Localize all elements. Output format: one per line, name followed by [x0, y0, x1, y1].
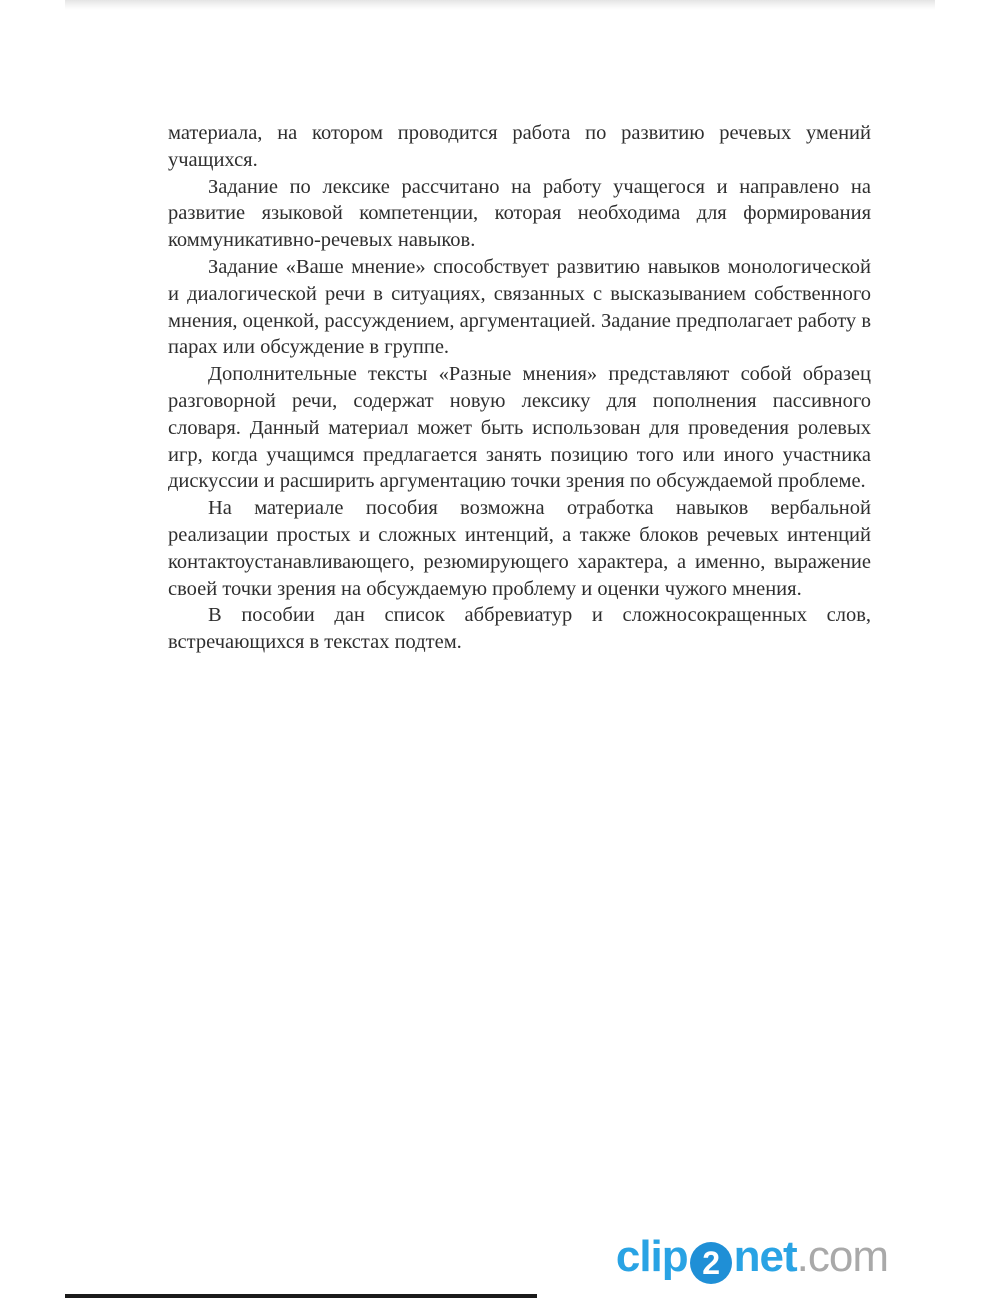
paragraph: На материале пособия возможна отработка навыков вербальной реализации простых и сложных интенций, а также блоков речевых интенций контактоустанавливающего, резюмирующего характера, а именно, выражение своей точки зрения на обсуждаемую проблему и оценки чужого мнения. [168, 497, 871, 600]
bottom-divider [65, 1294, 537, 1298]
watermark-net: net [733, 1232, 797, 1281]
paragraph: В пособии дан список аббревиатур и сложносокращенных слов, встречающихся в текстах подтем. [168, 604, 871, 654]
paragraph: Задание по лексике рассчитано на работу учащегося и направлено на развитие языковой компетенции, которая необходима для формирования коммуникативно-речевых навыков. [168, 175, 871, 252]
document-body [168, 120, 871, 656]
page-top-edge [65, 0, 935, 10]
paragraph: Дополнительные тексты «Разные мнения» представляют собой образец разговорной речи, содержат новую лексику для пополнения пассивного словаря. Данный материал может быть использован для проведения ролевых игр, когда учащимся предлагается занять позицию того или иного участника дискуссии и расширить аргументацию точки зрения по обсуждаемой проблеме. [168, 363, 871, 493]
paragraph: материала, на котором проводится работа по развитию речевых умений учащихся. [168, 122, 871, 171]
watermark-clip: clip [615, 1232, 688, 1281]
watermark-two-badge: 2 [690, 1242, 732, 1284]
paragraph: Задание «Ваше мнение» способствует развитию навыков монологической и диалогической речи в ситуациях, связанных с высказыванием собственного мнения, оценкой, рассуждением, аргументацией. Задание предполагает работу в парах или обсуждение в группе. [168, 255, 871, 359]
watermark-com: .com [796, 1232, 888, 1281]
clip2net-watermark [616, 1232, 888, 1292]
